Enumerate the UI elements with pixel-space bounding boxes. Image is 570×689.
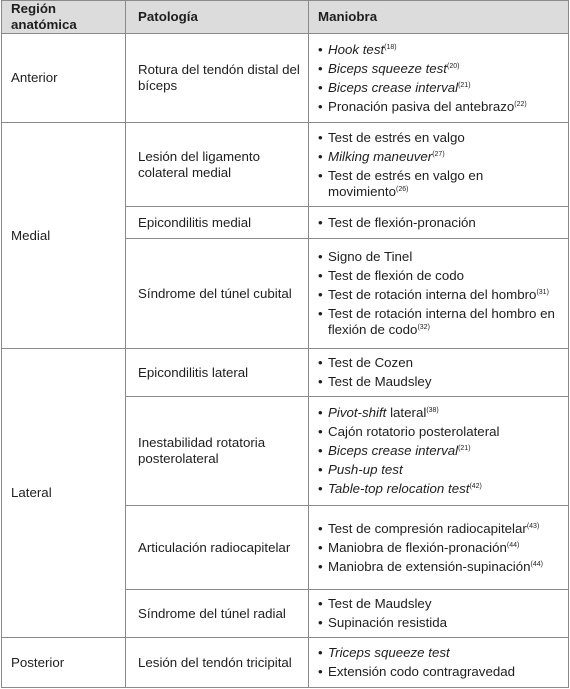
maneuver-name: Pivot-shift (328, 405, 387, 420)
reference-number: (31) (536, 289, 549, 296)
maneuver-item (318, 80, 560, 96)
table-row (2, 638, 569, 688)
maneuver-item (318, 521, 560, 537)
region-cell: Anterior (2, 34, 126, 123)
maneuver-item (318, 443, 560, 459)
maneuver-name: Biceps crease interval (328, 443, 459, 458)
maneuver-list (318, 645, 560, 680)
maneuver-name: Test de estrés en valgo (328, 129, 465, 145)
maneuver-item (318, 664, 560, 680)
region-cell: Lateral (2, 349, 126, 638)
maneuver-name: Test de estrés en valgo en movimiento (328, 167, 484, 199)
maneuver-item (318, 268, 560, 284)
maneuver-item (318, 645, 560, 661)
reference-number: (44) (530, 560, 543, 568)
maneuver-list (318, 130, 560, 200)
maneuver-item (318, 287, 560, 303)
reference-number: (21) (458, 445, 471, 452)
table-row (2, 349, 569, 397)
maneuver-item (318, 149, 560, 165)
maneuver-item (318, 481, 560, 497)
reference-number: (27) (432, 150, 445, 158)
maneuver-list (318, 405, 560, 497)
maneuver-name: Test de rotación interna del hombro en flexión de codo (328, 306, 555, 337)
reference-number: (22) (514, 100, 527, 108)
maneuver-list (318, 215, 560, 231)
pathology-cell: Articulación radiocapitelar (126, 506, 309, 590)
maneuver-item (318, 306, 560, 338)
maneuver-item (318, 355, 560, 371)
maneuver-name: Test de flexión-pronación (328, 214, 476, 230)
pathology-cell: Inestabilidad rotatoria posterolateral (126, 397, 309, 506)
maneuver-name: Extensión codo contragravedad (328, 664, 516, 679)
maneuver-cell (309, 34, 569, 123)
maneuver-name: Maniobra de flexión-pronación (328, 539, 507, 555)
maneuver-cell (309, 207, 569, 239)
maneuver-list (318, 355, 560, 390)
maneuver-name: Maniobra de extensión-supinación (328, 558, 531, 574)
maneuver-name: Test de Maudsley (328, 374, 432, 389)
pathology-cell: Epicondilitis medial (126, 207, 309, 239)
maneuver-item (318, 615, 560, 631)
maneuver-item (318, 249, 560, 265)
maneuver-item (318, 462, 560, 478)
maneuver-name: Milking maneuver (328, 148, 433, 164)
region-cell: Posterior (2, 638, 126, 688)
maneuver-name: Test de rotación interna del hombro (328, 287, 537, 302)
maneuver-list (318, 42, 560, 115)
maneuver-item (318, 540, 560, 556)
maneuver-item (318, 215, 560, 231)
maneuver-name: Test de compresión radiocapitelar (328, 520, 527, 536)
maneuver-name: Push-up test (328, 462, 403, 477)
maneuver-item (318, 168, 560, 200)
maneuver-name: Signo de Tinel (328, 249, 413, 264)
maneuver-list (318, 521, 560, 575)
maneuver-item (318, 559, 560, 575)
maneuver-cell (309, 638, 569, 688)
reference-number: (43) (526, 522, 540, 530)
maneuver-name: Test de flexión de codo (328, 268, 465, 283)
reference-number: (20) (447, 62, 460, 70)
reference-number: (18) (384, 43, 397, 51)
maneuver-list (318, 249, 560, 338)
pathology-cell: Síndrome del túnel cubital (126, 239, 309, 349)
maneuver-item (318, 99, 560, 115)
maneuver-item (318, 405, 560, 421)
table-body (2, 34, 569, 688)
table-row (2, 123, 569, 207)
maneuver-item (318, 374, 560, 390)
maneuver-name: Cajón rotatorio posterolateral (328, 424, 500, 439)
maneuver-name: Triceps squeeze test (328, 645, 450, 660)
maneuver-name: Test de Cozen (328, 355, 414, 370)
header-row (2, 1, 569, 34)
pathology-cell: Rotura del tendón distal del bíceps (126, 34, 309, 123)
maneuver-cell (309, 123, 569, 207)
maneuver-cell (309, 506, 569, 590)
table-row (2, 34, 569, 123)
reference-number: (32) (417, 324, 430, 331)
maneuver-item (318, 424, 560, 440)
reference-number: (42) (469, 483, 482, 490)
maneuver-item (318, 61, 560, 77)
maneuver-cell (309, 397, 569, 506)
header-maneuver: Maniobra (309, 1, 569, 34)
maneuver-item (318, 596, 560, 612)
reference-number: (21) (458, 81, 471, 89)
maneuver-cell (309, 590, 569, 638)
region-cell: Medial (2, 123, 126, 349)
maneuver-name: Hook test (328, 41, 385, 57)
pathology-cell: Síndrome del túnel radial (126, 590, 309, 638)
maneuver-name: Table-top relocation test (328, 481, 470, 496)
maneuver-name: Biceps crease interval (328, 79, 459, 95)
header-pathology: Patología (126, 1, 309, 34)
reference-number: (38) (426, 407, 439, 414)
pathology-cell: Lesión del ligamento colateral medial (126, 123, 309, 207)
maneuver-cell (309, 239, 569, 349)
pathology-cell: Lesión del tendón tricipital (126, 638, 309, 688)
maneuver-suffix: lateral (386, 405, 427, 420)
header-region: Región anatómica (2, 1, 126, 34)
maneuvers-table (1, 0, 569, 688)
maneuver-name: Test de Maudsley (328, 596, 432, 611)
maneuver-name: Pronación pasiva del antebrazo (328, 98, 515, 114)
pathology-cell: Epicondilitis lateral (126, 349, 309, 397)
maneuver-list (318, 596, 560, 631)
maneuver-item (318, 130, 560, 146)
maneuver-cell (309, 349, 569, 397)
reference-number: (26) (395, 185, 409, 193)
maneuver-item (318, 42, 560, 58)
maneuver-name: Supinación resistida (328, 615, 448, 630)
reference-number: (44) (506, 541, 520, 549)
maneuver-name: Biceps squeeze test (328, 60, 448, 76)
